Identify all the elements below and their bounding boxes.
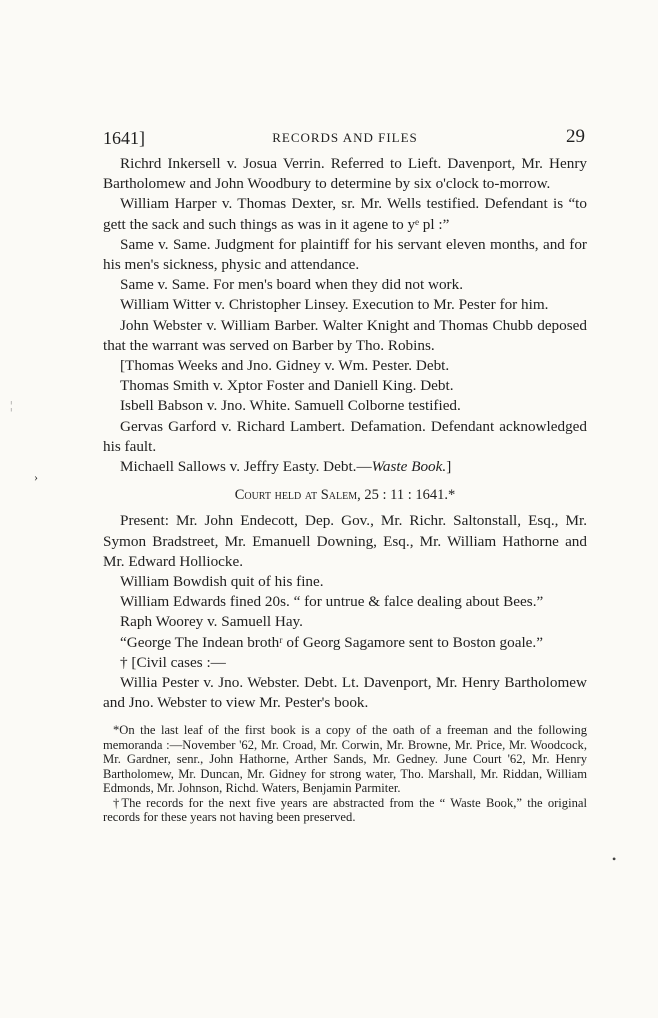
paragraph: Present: Mr. John Endecott, Dep. Gov., Mr. Richr. Saltonstall, Esq., Mr. Symon Bradstreet, Mr. Emanuell Downing, Esq., Mr. William Hathorne and Mr. Edward Holliocke. [103,512,587,570]
paragraph: “George The Indean brothʳ of Georg Sagamore sent to Boston goale.” [120,633,543,651]
paragraph: Same v. Same. Judgment for plaintiff for his servant eleven months, and for his men's sickness, physic and attendance. [103,235,587,274]
footnotes [103,723,587,824]
paragraph: Raph Woorey v. Samuell Hay. [120,613,303,631]
court-heading-date: 25 : 11 : 1641.* [360,487,456,504]
paragraph: Gervas Garford v. Richard Lambert. Defamation. Defendant acknowledged his fault. [103,417,587,455]
court-heading-title: Court held at Salem, [234,487,361,504]
paragraph: † [Civil cases :— [120,653,226,671]
paragraph: William Bowdish quit of his fine. [120,573,324,591]
running-header [103,124,587,154]
page-number: 29 [566,126,585,147]
paragraph: William Witter v. Christopher Linsey. Execution to Mr. Pester for him. [120,296,549,314]
body-text [103,154,587,713]
paragraph: John Webster v. William Barber. Walter Knight and Thomas Chubb deposed that the warrant was served on Barber by Tho. Robins. [103,316,587,354]
page [103,124,587,824]
paragraph: Same v. Same. For men's board when they did not work. [120,276,463,294]
margin-mark: ¦ [10,398,13,412]
footnote: †The records for the next five years are abstracted from the “ Waste Book,” the original records for these years not having been preserved. [103,795,587,824]
waste-book-title: Waste Book. [371,458,447,476]
paragraph: Richrd Inkersell v. Josua Verrin. Referred to Lieft. Davenport, Mr. Henry Bartholomew and John Woodbury to determine by six o'clock to-morrow. [103,155,587,193]
paragraph: William Edwards fined 20s. “ for untrue & falce dealing about Bees.” [120,593,544,611]
court-heading [103,485,587,505]
paragraph-waste-book [103,457,587,477]
paragraph: William Harper v. Thomas Dexter, sr. Mr. Wells testified. Defendant is “to gett the sack and such things as was in it agene to yᵉ pl :” [103,195,587,233]
paragraph: Thomas Smith v. Xptor Foster and Daniell King. Debt. [120,377,454,395]
waste-close: ] [446,458,452,476]
paragraph: Isbell Babson v. Jno. White. Samuell Colborne testified. [120,397,461,415]
paragraph: [Thomas Weeks and Jno. Gidney v. Wm. Pester. Debt. [120,357,450,375]
paragraph: Willia Pester v. Jno. Webster. Debt. Lt. Davenport, Mr. Henry Bartholomew and Jno. Webster to view Mr. Pester's book. [103,674,587,712]
waste-text: Michaell Sallows v. Jeffry Easty. Debt.— [120,458,372,476]
footnote: *On the last leaf of the first book is a copy of the oath of a freeman and the following memoranda :—November '62, Mr. Croad, Mr. Corwin, Mr. Browne, Mr. Price, Mr. Woodcock, Mr. Gardner, senr., John Hathorne, Arther Sands, Mr. Gedney. June Court '62, Mr. Henry Bartholomew, Mr. Duncan, Mr. Gidney for strong water, Tho. Marshall, Mr. Riddan, William Edmonds, Mr. Johnson, Richd. Waters, Benjamin Parmiter. [103,723,587,796]
header-year: 1641] [103,128,145,148]
header-title: RECORDS AND FILES [272,130,418,145]
margin-mark: › [34,470,38,484]
margin-mark: • [612,852,617,866]
